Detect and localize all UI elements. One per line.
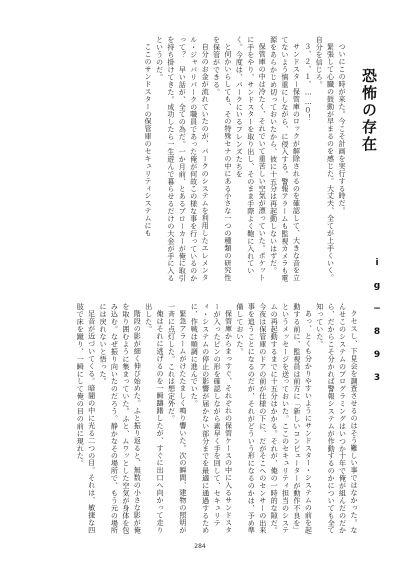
story-title: 恐怖の存在 — [360, 68, 378, 153]
paragraph: 自分のお金が流れていたのが、パークのシステムを利用したエレメンタル・ジャパリパークの職員であった俺が何故この様な事を行っているのかって？ 早い話が、全ての為だ。一か月前、とあるブローカーが俺に取引を持ち掛けてきた。成功したら一生遊んで暮らせるだけの大金が手に入るというのだ。 — [155, 36, 211, 282]
paragraph: 緊急アラームがけたたましく鳴り響いた。次の瞬間、建物の照明が一斉に点灯した。これは想定外だ。 — [167, 303, 188, 534]
body-text-upper — [40, 36, 348, 282]
page-number: 284 — [194, 543, 206, 550]
body-text-lower — [38, 303, 360, 535]
paragraph: 俺はそれに逃げるのを一瞬躊躇したが、すぐに出口へ向かって走り出した。 — [144, 303, 166, 534]
author-name: i g − 8 9 3 — [372, 258, 382, 385]
paragraph: ついにこの時が来た。今こそ計画を実行する時だ。 — [338, 43, 347, 215]
paragraph: あっ、とくも分かりやすいようにサンドスター・システムの前を起動する前に、監視員は前方に「新しいコンピューターが動作不良を」というメッセージを送っておいた。ここのセキュリティ担当のシステムの再起動するまでに十五分はかかる。それが、俺の一時的な隙だ。今夜は保管庫のドアの前が仕様の下に、だがそこへのセンサーの出来事を追うことになるのだが、それがどういう形になるのかは、予め準備しておいた。 — [235, 303, 314, 534]
paragraph: サンドスター保管庫のロックが解除されるのを確認して、大きな音を立てないよう慎重にしながら、に侵入する。警報アラームも監視カメラも電源をあらかじめ切っておいたから、彼に十五分は再起動しないはずだ。 — [269, 36, 302, 282]
paragraph: 階段の影が細く伸び始めた。ふと振り返ると、無数の小さな影が俺を取り囲むように集まっていた。ふと、ムワッとした空気が身体を包み込む。なぜ振り向いたのだろう。静かなその場所で、もう元の場所には戻れないと悟った。 — [99, 303, 143, 534]
paragraph: ここのサンドスターの保管庫のセキュリティシステムにも — [144, 43, 154, 237]
paragraph: と何かいらしても、その特殊セナの中にある小さな一つの種類の研究性を保管ができる。 — [212, 36, 233, 282]
paragraph: クセスし、下見会を調査させるのはそう難しい事ではなかった。なんせこのシステムのプログラミングはいつか十年で俺が組んだのだから、だからこそ分かれば警報システムが作動するのかについても全て知っていた。 — [315, 303, 359, 534]
paragraph: 保管庫からまっすぐ、それぞれの保管ケースの中に入るサンドスターが入ったピンの形を確認しながら素早く手を回して、セキュリティ・システムの停止の影響が届かない部分までを最適に通過するために、作戦は順調に進んでいた。 — [190, 303, 234, 534]
paragraph: ３、２、１、……０！ — [303, 43, 313, 122]
paragraph: 緊張して心臓の鼓動が早まるのを感じた。大丈夫、全てが上手くいく。自分を信じろ。 — [315, 36, 336, 282]
paragraph: 足音が近づいてくる。暗闇の中に光る二つの目。それは、敏捷な四肢で床を蹴り、一瞬にして俺の目の前に現れた。 — [76, 303, 97, 534]
paragraph: 保管庫の中は冷たく、それでいて重苦しい空気が漂っていた。ポケットに手をやり、サンドスターを取り出し、そのまま手際よく鞄に入れていく。今度は、パークにいるフレンズたちを — [235, 36, 268, 282]
